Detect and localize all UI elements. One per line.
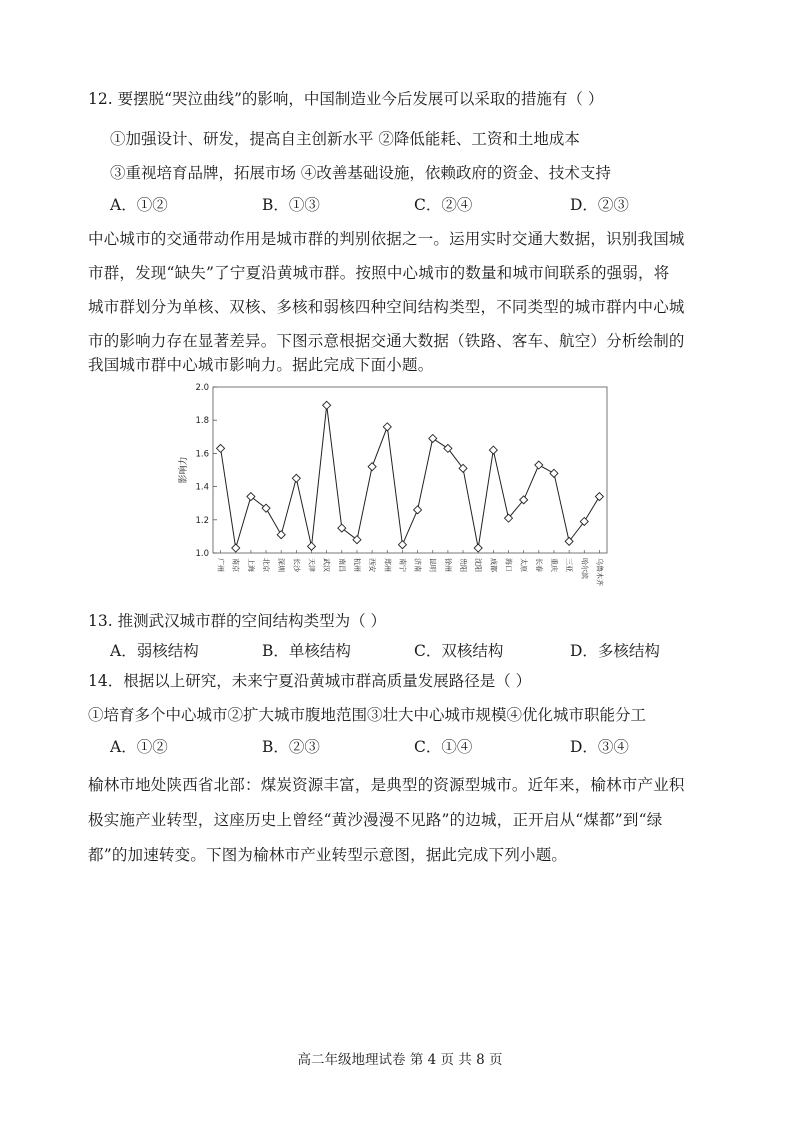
- x-tick-label: 太原: [519, 558, 528, 572]
- q12-option-c: C．②④: [414, 196, 473, 214]
- q12-items-line2: ③重视培育品牌，拓展市场 ④改善基础设施，依赖政府的资金、技术支持: [110, 164, 611, 182]
- q13-option-b: B．单核结构: [262, 642, 351, 660]
- x-tick-label: 成都: [489, 558, 498, 572]
- data-point-marker: [474, 544, 482, 552]
- data-point-marker: [550, 469, 558, 477]
- data-point-marker: [368, 463, 376, 471]
- data-point-marker: [444, 444, 452, 452]
- x-tick-label: 深圳: [277, 558, 286, 572]
- passage1-line: 中心城市的交通带动作用是城市群的判别依据之一。运用实时交通大数据，识别我国城: [88, 230, 685, 248]
- q12-stem: 12. 要摆脱“哭泣曲线”的影响，中国制造业今后发展可以采取的措施有（ ）: [88, 90, 604, 108]
- x-tick-label: 长沙: [292, 558, 301, 572]
- data-point-marker: [232, 544, 240, 552]
- q14-option-b: B．②③: [262, 738, 320, 756]
- x-tick-label: 上海: [246, 558, 255, 572]
- y-tick-label: 1.8: [195, 416, 209, 427]
- q13-option-a: A．弱核结构: [110, 642, 199, 660]
- data-point-marker: [595, 493, 603, 501]
- x-tick-label: 济南: [413, 558, 422, 572]
- data-point-marker: [580, 517, 588, 525]
- x-tick-label: 长春: [534, 558, 543, 572]
- x-tick-label: 三亚: [565, 558, 574, 572]
- x-tick-label: 南宁: [398, 558, 407, 572]
- passage1-line: 城市群划分为单核、双核、多核和弱核四种空间结构类型，不同类型的城市群内中心城: [88, 298, 685, 316]
- q12-option-a: A．①②: [110, 196, 168, 214]
- data-point-marker: [459, 464, 467, 472]
- y-axis-label: 影响力: [179, 456, 189, 484]
- passage1-line: 市群，发现“缺失”了宁夏沿黄城市群。按照中心城市的数量和城市间联系的强弱，将: [88, 264, 670, 282]
- data-point-marker: [429, 434, 437, 442]
- x-tick-label: 郑州: [383, 558, 392, 572]
- y-tick-label: 2.0: [195, 383, 209, 393]
- city-influence-line-chart: [150, 375, 620, 615]
- y-tick-label: 1.6: [195, 449, 209, 460]
- q14-stem: 14．根据以上研究，未来宁夏沿黄城市群高质量发展路径是（ ）: [88, 672, 532, 690]
- y-tick-label: 1.2: [195, 515, 209, 526]
- q13-option-d: D．多核结构: [570, 642, 660, 660]
- passage1-line: 我国城市群中心城市影响力。据此完成下面小题。: [88, 356, 434, 374]
- q14-option-d: D．③④: [570, 738, 629, 756]
- q13-stem: 13. 推测武汉城市群的空间结构类型为（ ）: [88, 612, 387, 630]
- series-line: [221, 405, 600, 548]
- x-tick-label: 西安: [368, 558, 377, 572]
- x-tick-label: 沈阳: [474, 558, 483, 572]
- data-point-marker: [262, 504, 270, 512]
- x-tick-label: 海口: [504, 558, 513, 572]
- x-tick-label: 天津: [307, 558, 316, 572]
- data-point-marker: [489, 446, 497, 454]
- x-tick-label: 乌鲁木齐: [595, 558, 604, 586]
- q12-items-line1: ①加强设计、研发，提高自主创新水平 ②降低能耗、工资和土地成本: [110, 130, 580, 148]
- x-tick-label: 广州: [216, 558, 225, 572]
- passage2-line: 都”的加速转变。下图为榆林市产业转型示意图，据此完成下列小题。: [88, 846, 568, 864]
- data-point-marker: [383, 423, 391, 431]
- q14-items: ①培育多个中心城市②扩大城市腹地范围③壮大中心城市规模④优化城市职能分工: [88, 706, 647, 724]
- data-point-marker: [323, 401, 331, 409]
- data-point-marker: [277, 531, 285, 539]
- x-tick-label: 贵阳: [459, 558, 468, 572]
- data-point-marker: [414, 506, 422, 514]
- x-tick-label: 北京: [262, 558, 271, 572]
- q12-option-b: B．①③: [262, 196, 320, 214]
- y-tick-label: 1.0: [195, 549, 209, 559]
- x-tick-label: 重庆: [549, 558, 558, 572]
- y-tick-label: 1.4: [195, 482, 209, 493]
- x-tick-label: 昆明: [428, 558, 437, 572]
- data-point-marker: [217, 444, 225, 452]
- data-point-marker: [398, 541, 406, 549]
- data-point-marker: [292, 474, 300, 482]
- x-tick-label: 南昌: [337, 558, 346, 572]
- q14-option-a: A．①②: [110, 738, 168, 756]
- q13-option-c: C．双核结构: [414, 642, 504, 660]
- passage1-line: 市的影响力存在显著差异。下图示意根据交通大数据（铁路、客车、航空）分析绘制的: [88, 332, 685, 350]
- x-tick-label: 杭州: [352, 558, 361, 572]
- data-point-marker: [308, 542, 316, 550]
- x-tick-label: 哈尔滨: [580, 558, 589, 579]
- data-point-marker: [565, 537, 573, 545]
- page-footer: 高二年级地理试卷 第 4 页 共 8 页: [297, 1052, 503, 1068]
- x-tick-label: 武汉: [322, 558, 331, 572]
- q12-option-d: D．②③: [570, 196, 629, 214]
- passage2-line: 极实施产业转型，这座历史上曾经“黄沙漫漫不见路”的边城，正开启从“煤都”到“绿: [88, 811, 663, 829]
- x-tick-label: 徐州: [443, 558, 452, 572]
- q14-option-c: C．①④: [414, 738, 473, 756]
- data-point-marker: [535, 461, 543, 469]
- data-point-marker: [338, 524, 346, 532]
- x-tick-label: 南京: [231, 558, 240, 572]
- passage2-line: 榆林市地处陕西省北部：煤炭资源丰富，是典型的资源型城市。近年来，榆林市产业积: [88, 776, 685, 794]
